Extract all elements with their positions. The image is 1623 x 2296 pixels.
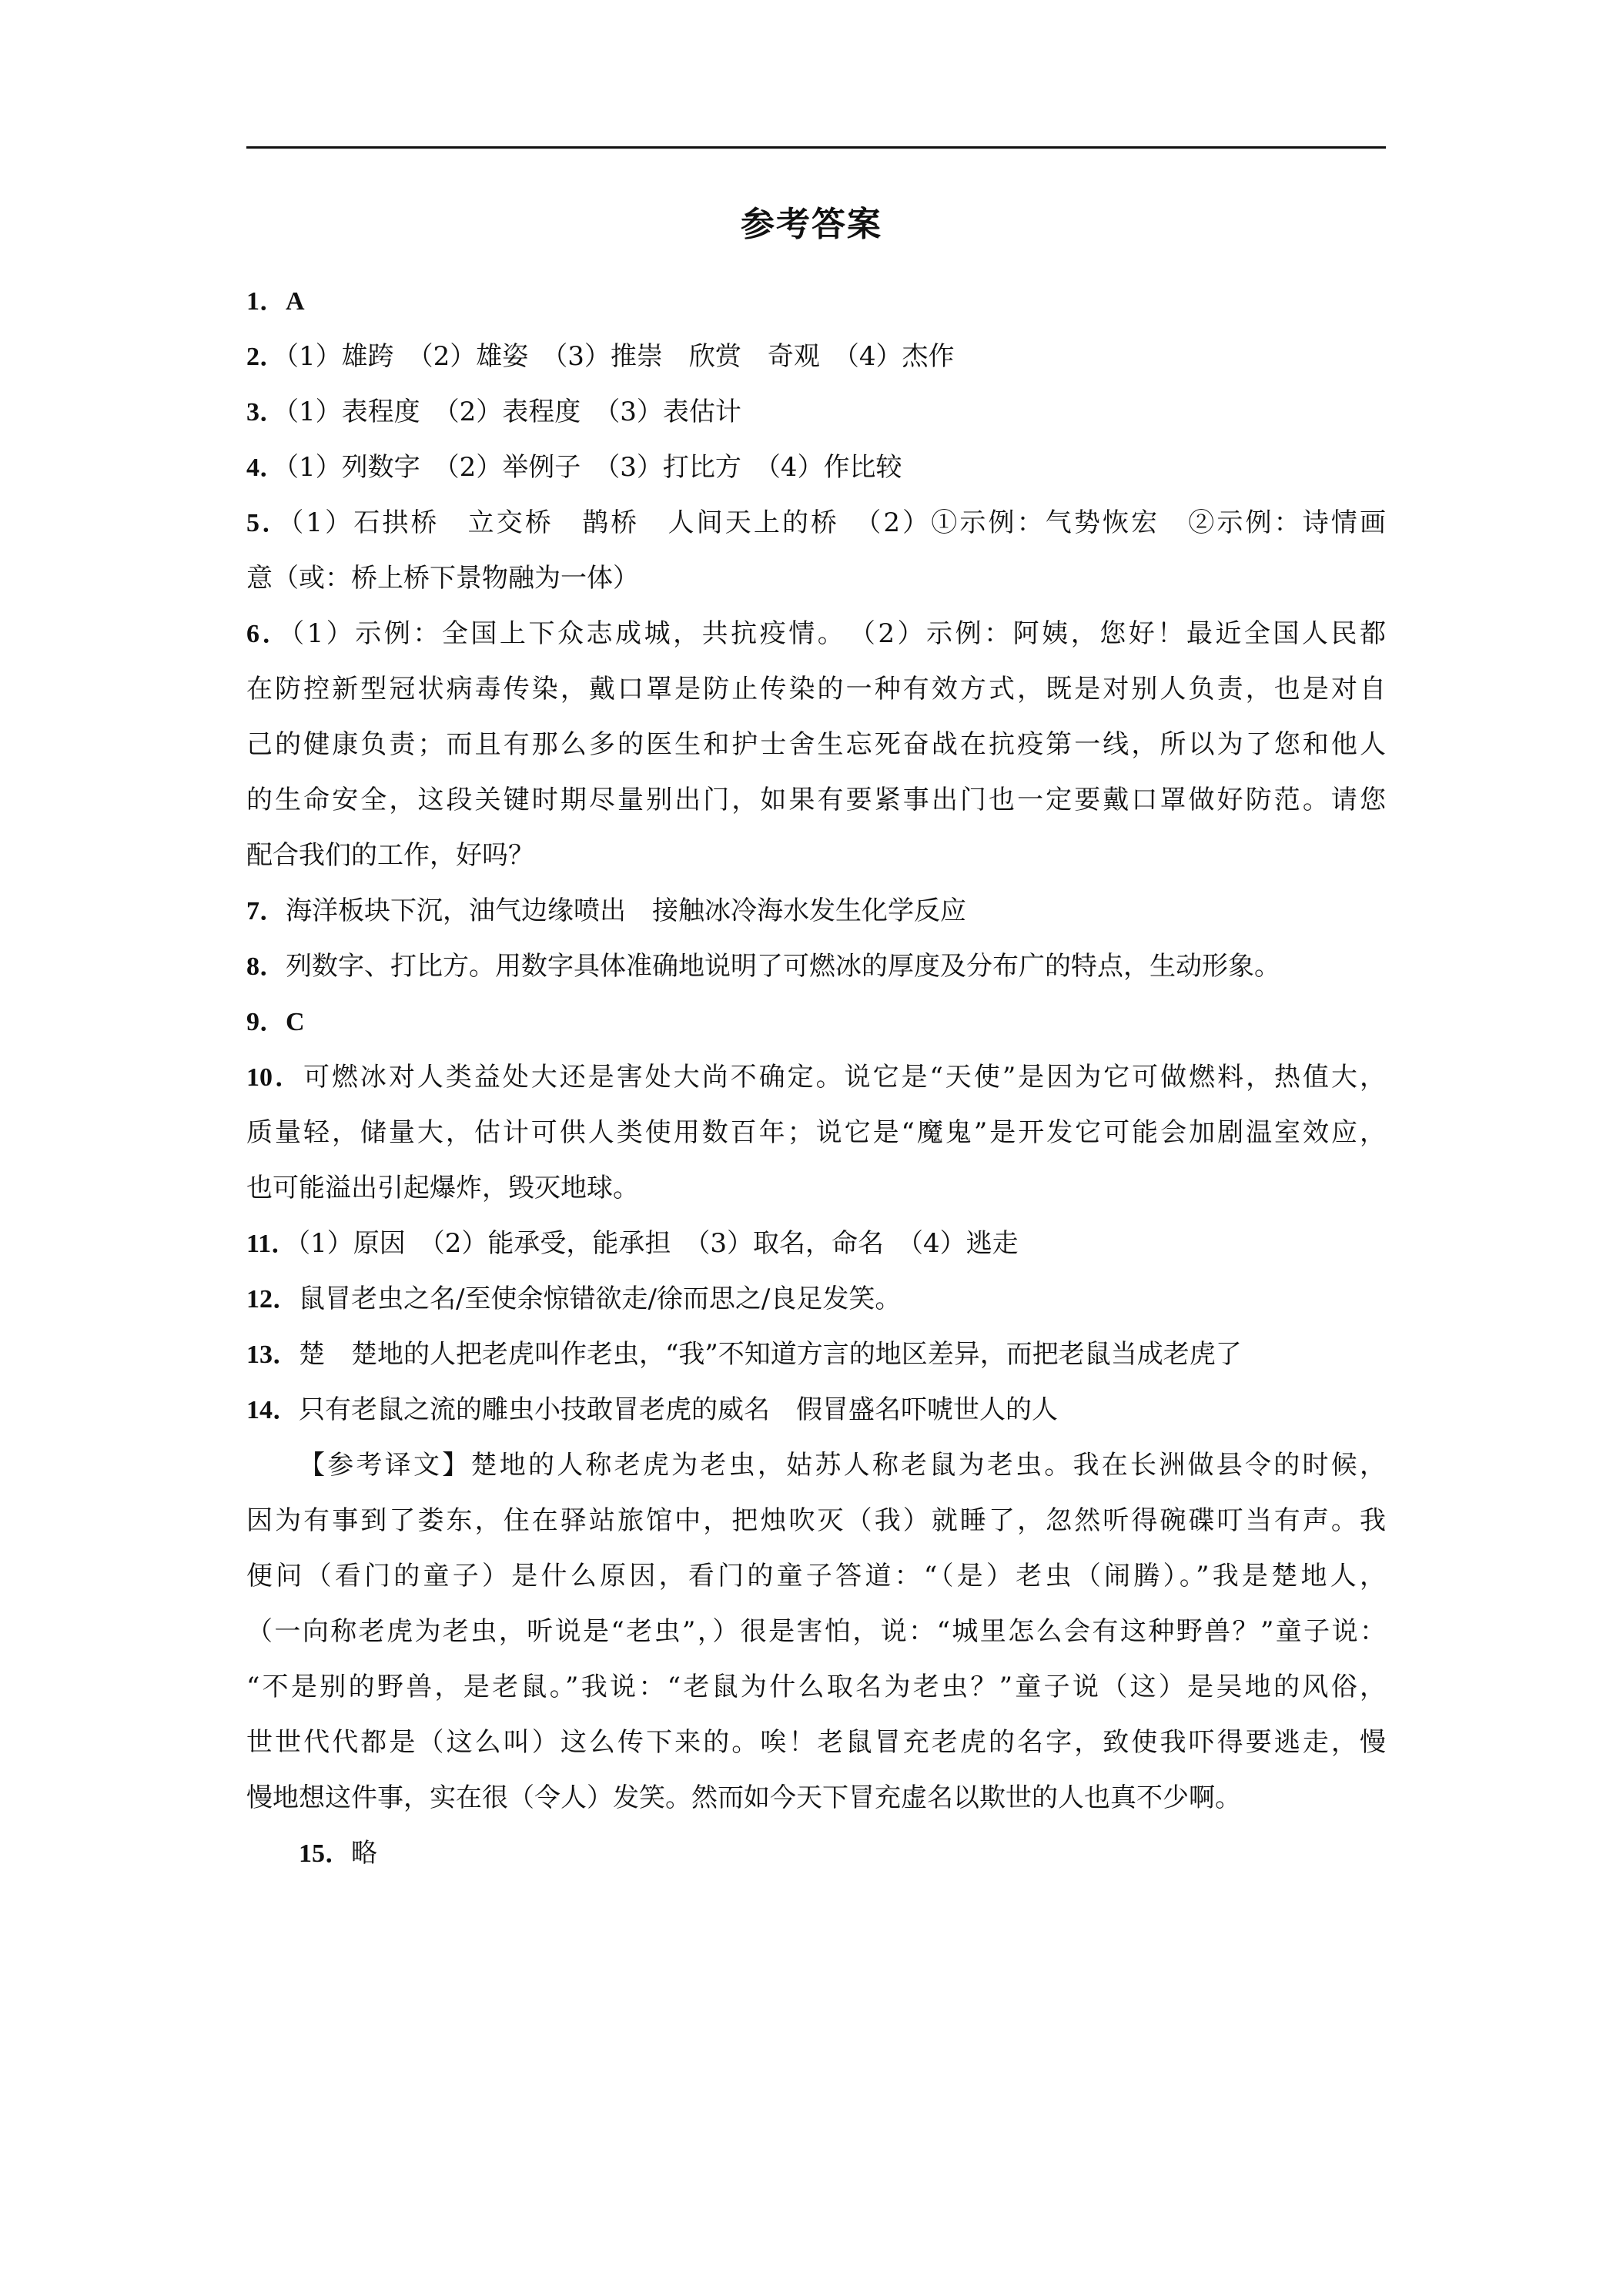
answer-5-cont [246, 551, 1386, 606]
answer-text: （1）原因 （2）能承受，能承担 （3）取名，命名 （4）逃走 [297, 1228, 1019, 1259]
answer-text: 配合我们的工作，好吗？ [246, 840, 534, 871]
translation-text: 【参考译文】楚地的人称老虎为老虫，姑苏人称老鼠为老虫。我在长洲做县令的时候， [299, 1450, 1386, 1481]
answer-number: 13． [246, 1340, 299, 1369]
answer-8 [246, 939, 1386, 994]
answer-text: 己的健康负责；而且有那么多的医生和护士舍生忘死奋战在抗疫第一线，所以为了您和他人 [246, 729, 1386, 760]
answer-number: 4． [246, 454, 286, 482]
answer-number: 8． [246, 952, 286, 981]
answer-number: 3． [246, 398, 286, 427]
answer-text: 楚 楚地的人把老虎叫作老虫，“我”不知道方言的地区差异，而把老鼠当成老虎了 [299, 1339, 1242, 1370]
translation-text: “不是别的野兽，是老鼠。”我说：“老鼠为什么取名为老虫？”童子说（这）是吴地的风俗， [246, 1672, 1386, 1702]
answer-15 [246, 1826, 1386, 1881]
answer-12 [246, 1271, 1386, 1327]
answer-13 [246, 1327, 1386, 1382]
translation-line [246, 1770, 1386, 1826]
answer-number: 7． [246, 897, 286, 925]
answer-number: 11． [246, 1230, 298, 1258]
answer-text: A [286, 287, 305, 316]
answer-text: 只有老鼠之流的雕虫小技敢冒老虎的威名 假冒盛名吓唬世人的人 [299, 1394, 1058, 1425]
answer-text: 的生命安全，这段关键时期尽量别出门，如果有要紧事出门也一定要戴口罩做好防范。请您 [246, 785, 1386, 815]
answer-4 [246, 440, 1386, 495]
page-title: 参考答案 [741, 205, 882, 244]
answer-number: 2． [246, 343, 286, 371]
answer-number: 15． [299, 1839, 351, 1868]
answer-text: 意（或：桥上桥下景物融为一体） [246, 563, 639, 594]
answer-number: 1． [246, 287, 286, 316]
answer-number: 12． [246, 1285, 299, 1314]
answer-text: 海洋板块下沉，油气边缘喷出 接触冰冷海水发生化学反应 [286, 895, 966, 926]
answer-number: 9． [246, 1008, 286, 1036]
translation-paragraph [246, 1438, 1386, 1493]
answer-text: 列数字、打比方。用数字具体准确地说明了可燃冰的厚度及分布广的特点，生动形象。 [286, 951, 1280, 982]
answer-number: 10． [246, 1063, 303, 1092]
answer-10-cont [246, 1105, 1386, 1160]
translation-line [246, 1604, 1386, 1659]
answer-text: （1）雄跨 （2）雄姿 （3）推崇 欣赏 奇观 （4）杰作 [286, 341, 955, 372]
answer-text: 可燃冰对人类益处大还是害处大尚不确定。说它是“天使”是因为它可做燃料，热值大， [303, 1062, 1386, 1093]
translation-text: 因为有事到了娄东，住在驿站旅馆中，把烛吹灭（我）就睡了，忽然听得碗碟叮当有声。我 [246, 1505, 1386, 1536]
translation-text: （一向称老虎为老虫，听说是“老虫”，）很是害怕，说：“城里怎么会有这种野兽？”童子说： [246, 1616, 1386, 1647]
answer-5 [246, 495, 1386, 551]
answer-text: C [286, 1008, 305, 1036]
translation-text: 慢地想这件事，实在很（令人）发笑。然而如今天下冒充虚名以欺世的人也真不少啊。 [246, 1782, 1241, 1813]
answer-number: 14． [246, 1396, 299, 1424]
translation-line [246, 1659, 1386, 1715]
answer-10-cont [246, 1160, 1386, 1216]
translation-line [246, 1715, 1386, 1770]
answer-6-cont [246, 772, 1386, 828]
answer-text: 也可能溢出引起爆炸，毁灭地球。 [246, 1173, 639, 1203]
answer-3 [246, 384, 1386, 440]
header-rule [246, 146, 1386, 149]
answer-text: 在防控新型冠状病毒传染，戴口罩是防止传染的一种有效方式，既是对别人负责，也是对自 [246, 674, 1386, 705]
answer-list [246, 273, 1386, 1881]
translation-text: 世世代代都是（这么叫）这么传下来的。唉！老鼠冒充老虎的名字，致使我吓得要逃走，慢 [246, 1727, 1386, 1758]
answer-number: 6． [246, 620, 292, 648]
answer-text: （1）石拱桥 立交桥 鹊桥 人间天上的桥 （2）①示例：气势恢宏 ②示例：诗情画 [290, 507, 1386, 538]
answer-text: （1）列数字 （2）举例子 （3）打比方 （4）作比较 [286, 452, 902, 483]
answer-1 [246, 273, 1386, 329]
answer-11 [246, 1216, 1386, 1271]
answer-6-cont [246, 828, 1386, 883]
answer-6-cont [246, 661, 1386, 717]
answer-text: （1）表程度 （2）表程度 （3）表估计 [286, 397, 741, 427]
translation-line [246, 1548, 1386, 1604]
answer-text: 鼠冒老虫之名/至使余惊错欲走/徐而思之/良足发笑。 [299, 1284, 902, 1314]
answer-7 [246, 883, 1386, 939]
answer-number: 5． [246, 509, 291, 537]
answer-6 [246, 606, 1386, 661]
answer-text: （1）示例：全国上下众志成城，共抗疫情。 （2）示例：阿姨，您好！最近全国人民都 [291, 618, 1386, 649]
answer-6-cont [246, 717, 1386, 772]
answer-14 [246, 1382, 1386, 1438]
answer-9 [246, 994, 1386, 1049]
answer-10 [246, 1049, 1386, 1105]
answer-2 [246, 329, 1386, 384]
translation-line [246, 1493, 1386, 1548]
answer-text: 略 [351, 1838, 377, 1869]
answer-text: 质量轻，储量大，估计可供人类使用数百年；说它是“魔鬼”是开发它可能会加剧温室效应， [246, 1117, 1386, 1148]
translation-text: 便问（看门的童子）是什么原因，看门的童子答道：“（是）老虫（闹腾）。”我是楚地人， [246, 1561, 1386, 1591]
